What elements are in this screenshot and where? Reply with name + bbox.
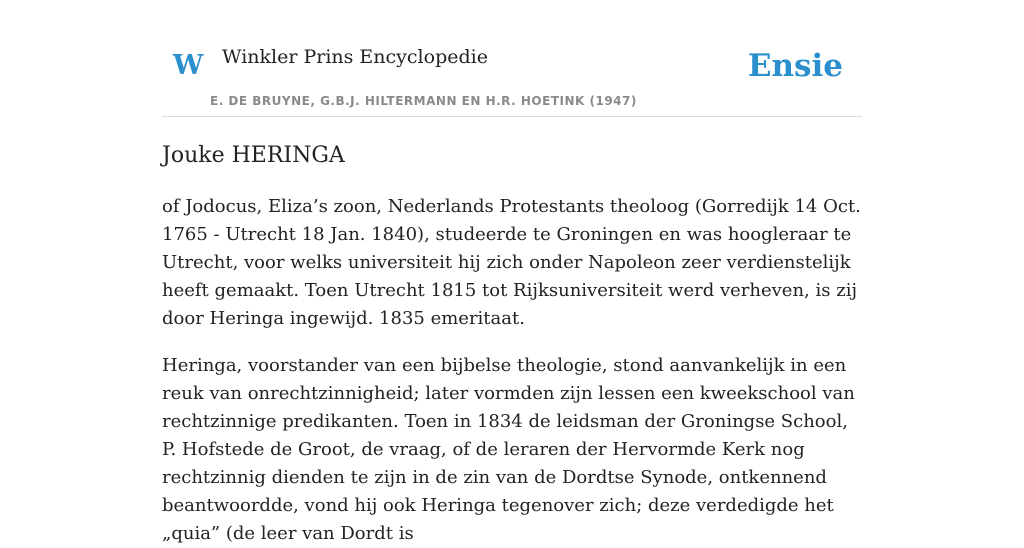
publication-logo-icon[interactable]: W [173, 50, 204, 81]
ensie-logo[interactable]: Ensie [747, 48, 843, 84]
publication-authors: E. DE BRUYNE, G.B.J. HILTERMANN EN H.R. HOETINK (1947) [210, 94, 637, 108]
article-paragraph-1: of Jodocus, Eliza’s zoon, Nederlands Protestants theoloog (Gorredijk 14 Oct. 1765 - Utrecht 18 Jan. 1840), studeerde te Groningen en was hoogleraar te Utrecht, voor welks universiteit hij zich onder Napoleon zeer verdienstelijk heeft gemaakt. Toen Utrecht 1815 tot Rijksuniversiteit werd verheven, is zij door Heringa ingewijd. 1835 emeritaat. [162, 196, 861, 330]
publication-title[interactable]: Winkler Prins Encyclopedie [222, 46, 488, 68]
site-header [162, 0, 862, 117]
article-paragraph-2: Heringa, voorstander van een bijbelse theologie, stond aanvankelijk in een reuk van onrechtzinnigheid; later vormden zijn lessen een kweekschool van rechtzinnige predikanten. Toen in 1834 de leidsman der Groningse School, P. Hofstede de Groot, de vraag, of de leraren der Hervormde Kerk nog rechtzinnig dienden te zijn in de zin van de Dordtse Synode, ontkennend beantwoordde, vond hij ook Heringa tegenover zich; deze verdedigde het „quia” (de leer van Dordt is [162, 355, 855, 545]
article-title: Jouke HERINGA [162, 143, 345, 168]
page [162, 0, 862, 548]
